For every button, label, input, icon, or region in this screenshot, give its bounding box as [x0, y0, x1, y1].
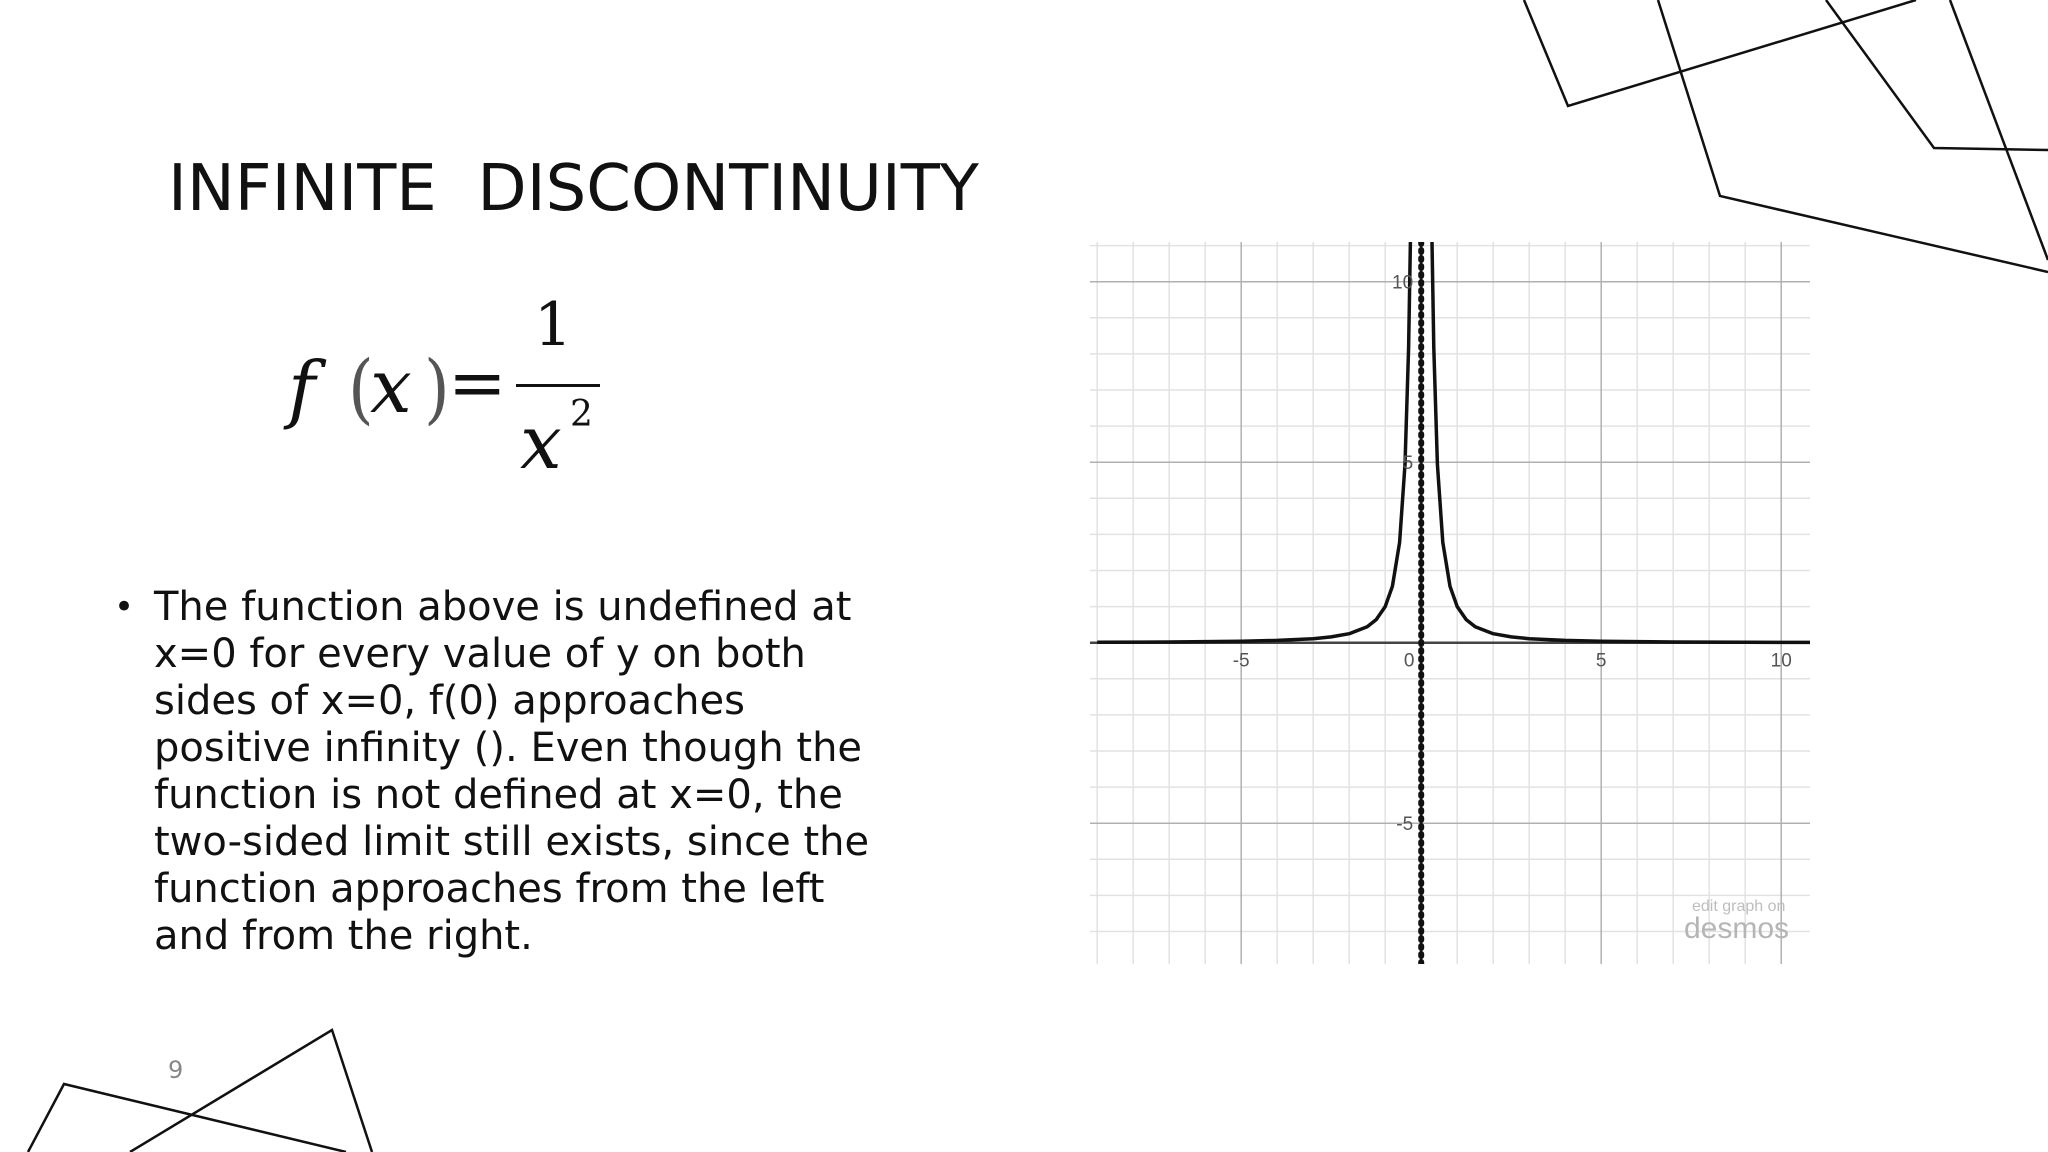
watermark-caption: edit graph on	[1692, 898, 1786, 915]
curve-right-branch	[1432, 242, 1810, 642]
formula-numerator: 1	[534, 290, 573, 360]
x-tick-label: 0	[1403, 650, 1415, 672]
formula-exponent: 2	[570, 394, 593, 435]
x-tick-label: -5	[1232, 650, 1250, 672]
formula-variable: x	[370, 344, 412, 430]
formula-close-paren: )	[424, 344, 450, 433]
watermark-logo: desmos	[1684, 912, 1790, 945]
bullet-paragraph: The function above is undefined at x=0 for every value of y on both sides of x=0, f(0) approaches positive infinity (). Even though the function is not defined at x=0, the two-sided limit still exists, since the function approaches from the left and from the right.	[154, 584, 870, 959]
curve-left-branch	[1097, 242, 1410, 642]
y-tick-label: 5	[1402, 453, 1414, 475]
x-tick-label: 10	[1770, 650, 1792, 672]
graph-panel	[1090, 242, 1810, 964]
slide-title: INFINITE DISCONTINUITY	[168, 152, 979, 226]
y-tick-label: -5	[1396, 814, 1414, 836]
function-graph	[1090, 242, 1810, 964]
formula-equals: =	[448, 342, 507, 424]
bullet-list	[114, 584, 904, 960]
y-tick-label: 10	[1392, 272, 1414, 294]
bullet-dot: •	[114, 587, 135, 627]
formula-denominator: x	[520, 400, 562, 486]
x-tick-label: 5	[1595, 650, 1607, 672]
formula-function-name: f	[288, 346, 316, 432]
page-number: 9	[168, 1056, 184, 1084]
fraction-bar	[516, 384, 600, 387]
formula-open-paren: (	[348, 344, 374, 433]
